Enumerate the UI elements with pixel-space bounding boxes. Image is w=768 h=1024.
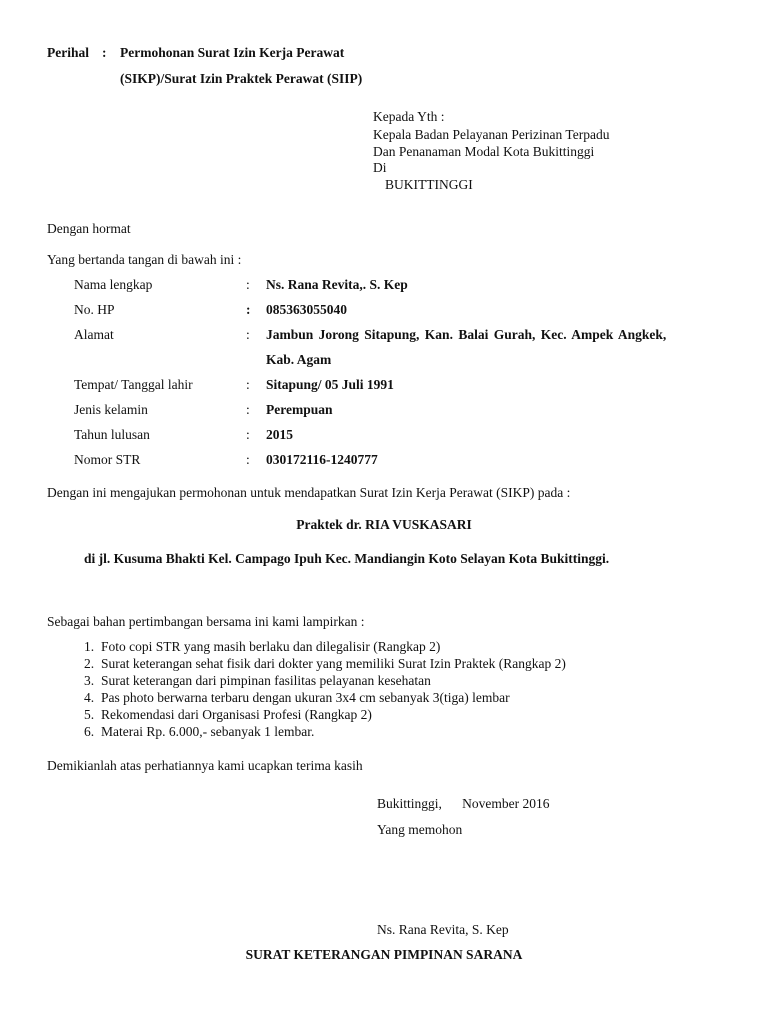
detail-colon: :: [246, 402, 250, 417]
detail-value: 2015: [266, 427, 293, 442]
closing-text: Demikianlah atas perhatiannya kami ucapkan terima kasih: [47, 758, 363, 773]
list-item-number: 2.: [84, 656, 95, 671]
detail-colon: :: [246, 277, 250, 292]
footer-title: SURAT KETERANGAN PIMPINAN SARANA: [245, 947, 523, 962]
detail-value: Perempuan: [266, 402, 333, 417]
signature-place-date: Bukittinggi, November 2016: [377, 796, 550, 811]
detail-label: Tempat/ Tanggal lahir: [74, 377, 193, 392]
recipient-line-2: Dan Penanaman Modal Kota Bukittinggi: [373, 144, 595, 159]
list-item-text: Surat keterangan dari pimpinan fasilitas pelayanan kesehatan: [101, 673, 431, 688]
detail-colon: :: [246, 452, 250, 467]
detail-colon: :: [246, 377, 250, 392]
recipient-city: BUKITTINGGI: [385, 177, 473, 192]
list-item-text: Rekomendasi dari Organisasi Profesi (Rangkap 2): [101, 707, 372, 722]
signature-name: Ns. Rana Revita, S. Kep: [377, 922, 509, 937]
recipient-salutation: Kepada Yth :: [373, 109, 445, 124]
recipient-line-3: Di: [373, 160, 387, 175]
subject-line-1: Permohonan Surat Izin Kerja Perawat: [120, 45, 345, 60]
detail-label: Jenis kelamin: [74, 402, 148, 417]
signature-label: Yang memohon: [377, 822, 463, 837]
list-item-number: 4.: [84, 690, 95, 705]
list-item-text: Foto copi STR yang masih berlaku dan dilegalisir (Rangkap 2): [101, 639, 441, 654]
list-item-number: 6.: [84, 724, 95, 739]
detail-label: Tahun lulusan: [74, 427, 150, 442]
intro-text: Yang bertanda tangan di bawah ini :: [47, 252, 242, 267]
list-item-number: 3.: [84, 673, 95, 688]
detail-label: Nama lengkap: [74, 277, 153, 292]
detail-colon: :: [246, 327, 250, 342]
detail-colon: :: [246, 427, 250, 442]
detail-colon: :: [246, 302, 251, 317]
recipient-line-1: Kepala Badan Pelayanan Perizinan Terpadu: [373, 127, 610, 142]
list-item-number: 5.: [84, 707, 95, 722]
practice-name: Praktek dr. RIA VUSKASARI: [296, 517, 472, 532]
detail-value: 030172116-1240777: [266, 452, 378, 467]
detail-value: 085363055040: [266, 302, 347, 317]
list-item-text: Pas photo berwarna terbaru dengan ukuran 3x4 cm sebanyak 3(tiga) lembar: [101, 690, 510, 705]
subject-colon: :: [102, 45, 107, 60]
detail-value: Ns. Rana Revita,. S. Kep: [266, 277, 408, 292]
subject-label: Perihal: [47, 45, 89, 60]
detail-label: Alamat: [74, 327, 114, 342]
detail-value: Jambun Jorong Sitapung, Kan. Balai Gurah, Kec. Ampek Angkek,: [266, 327, 667, 342]
detail-value: Sitapung/ 05 Juli 1991: [266, 377, 394, 392]
list-item-text: Materai Rp. 6.000,- sebanyak 1 lembar.: [101, 724, 315, 739]
practice-address: di jl. Kusuma Bhakti Kel. Campago Ipuh Kec. Mandiangin Koto Selayan Kota Bukittinggi.: [84, 551, 610, 566]
detail-label: No. HP: [74, 302, 115, 317]
list-item-text: Surat keterangan sehat fisik dari dokter yang memiliki Surat Izin Praktek (Rangkap 2): [101, 656, 566, 671]
subject-line-2: (SIKP)/Surat Izin Praktek Perawat (SIIP): [120, 71, 363, 86]
detail-label: Nomor STR: [74, 452, 141, 467]
attachments-intro: Sebagai bahan pertimbangan bersama ini kami lampirkan :: [47, 614, 365, 629]
request-text: Dengan ini mengajukan permohonan untuk mendapatkan Surat Izin Kerja Perawat (SIKP) pada :: [47, 485, 571, 500]
detail-value-continued: Kab. Agam: [266, 352, 332, 367]
list-item-number: 1.: [84, 639, 95, 654]
greeting: Dengan hormat: [47, 221, 131, 236]
